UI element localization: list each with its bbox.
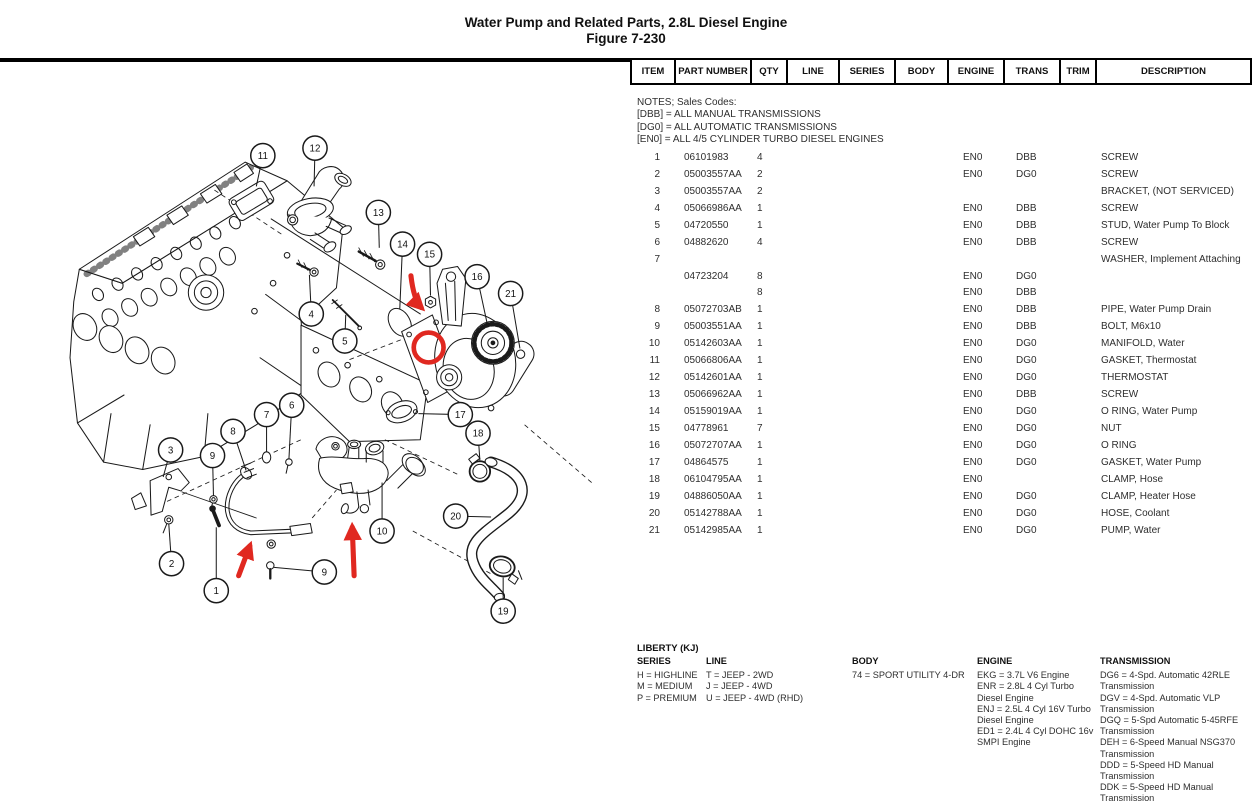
table-row [630,285,1252,302]
svg-text:15: 15 [424,249,436,261]
callout-18 [466,421,490,445]
cell-qty: 1 [757,219,763,231]
cell-part: 05072703AB [684,304,742,316]
cell-qty: 2 [757,185,763,197]
cell-item: 3 [654,185,660,197]
cell-trans: DG0 [1016,524,1037,536]
cell-part: 04882620 [684,236,729,248]
cell-trans: DG0 [1016,456,1037,468]
cell-engine: EN0 [963,236,983,248]
cell-qty: 1 [757,507,763,519]
cell-engine: EN0 [963,473,983,485]
column-header: ENGINE [949,60,1005,83]
cell-trans: DBB [1016,219,1037,231]
callout-19 [491,599,515,623]
callout-8 [221,419,245,443]
cell-desc: O RING [1101,439,1137,451]
svg-text:12: 12 [309,143,321,155]
cell-engine: EN0 [963,524,983,536]
table-row [630,505,1252,522]
cell-part: 05066806AA [684,355,742,367]
note-line: [DG0] = ALL AUTOMATIC TRANSMISSIONS [637,121,837,133]
cell-trans: DBB [1016,151,1037,163]
cell-desc: HOSE, Coolant [1101,507,1170,519]
parts-diagram [0,55,630,803]
legend-entry: ENJ = 2.5L 4 Cyl 16V Turbo Diesel Engine [977,703,1091,726]
table-row [630,183,1252,200]
cell-part: 05142985AA [684,524,742,536]
cell-qty: 8 [757,270,763,282]
cell-item: 10 [648,338,660,350]
red-arrow-manifold-annotation [352,527,354,575]
figure-title-block [0,15,1252,47]
cell-desc: SCREW [1101,202,1139,214]
callout-12 [303,136,327,160]
cell-desc: MANIFOLD, Water [1101,338,1185,350]
svg-text:1: 1 [213,585,219,597]
cell-item: 11 [649,355,660,367]
note-line: NOTES; Sales Codes: [637,97,737,108]
cell-part: 05003557AA [684,168,742,180]
cell-desc: SCREW [1101,168,1139,180]
legend-entry: ED1 = 2.4L 4 Cyl DOHC 16v SMPI Engine [977,726,1094,748]
callout-5 [333,329,357,353]
cell-part: 06104795AA [684,473,742,485]
cell-part: 06101983 [684,151,729,163]
cell-qty: 8 [757,287,763,299]
callout-9 [312,560,336,584]
svg-text:3: 3 [167,445,174,457]
table-row [630,488,1252,505]
cell-part: 05072707AA [684,439,742,451]
cell-trans: DG0 [1016,338,1037,350]
table-row [630,352,1252,369]
cell-desc: STUD, Water Pump To Block [1101,219,1230,231]
cell-trans: DG0 [1016,270,1037,282]
callout-3 [159,438,183,462]
legend-entry: M = MEDIUM [637,681,693,692]
svg-text:5: 5 [342,336,348,348]
cell-trans: DBB [1016,287,1037,299]
legend-entry: P = PREMIUM [637,692,697,703]
cell-item: 9 [654,321,660,333]
note-line: [EN0] = ALL 4/5 CYLINDER TURBO DIESEL ENGINES [637,133,884,145]
cell-item: 21 [648,524,660,536]
cell-item: 12 [648,372,660,384]
callout-13 [366,200,390,224]
table-row [630,301,1252,318]
svg-text:8: 8 [230,426,236,438]
cell-desc: NUT [1101,422,1122,434]
cell-item: 5 [654,219,660,231]
cell-item: 14 [648,406,660,418]
cell-desc: SCREW [1101,389,1139,401]
legend-column-header: LINE [706,656,727,666]
legend-column-transmission [1100,656,1252,803]
table-row [630,166,1252,183]
cell-qty: 2 [757,168,763,180]
legend-entry: 74 = SPORT UTILITY 4-DR [852,670,965,681]
cell-desc: SCREW [1101,151,1139,163]
cell-item: 8 [654,304,660,316]
legend-column-header: ENGINE [977,656,1013,666]
table-row [630,403,1252,420]
cell-item: 16 [648,439,660,451]
nut-art [425,296,435,308]
cell-qty: 1 [757,202,763,214]
column-header: ITEM [632,60,676,83]
svg-text:19: 19 [497,606,509,618]
svg-text:10: 10 [376,526,388,538]
cell-desc: WASHER, Implement Attaching [1101,253,1241,265]
cell-qty: 1 [757,321,763,333]
cell-trans: DBB [1016,389,1037,401]
cell-desc: GASKET, Thermostat [1101,355,1197,367]
legend-column-line [706,656,852,704]
cell-qty: 1 [757,338,763,350]
table-row [630,251,1252,268]
callout-7 [254,402,278,426]
sales-code-notes [637,97,884,146]
cell-part: 05066986AA [684,202,742,214]
cell-trans: DG0 [1016,355,1037,367]
cell-qty: 1 [757,456,763,468]
note-line: [DBB] = ALL MANUAL TRANSMISSIONS [637,109,821,121]
legend-column-series [637,656,705,704]
callout-21 [499,281,523,305]
legend-entry: U = JEEP - 4WD (RHD) [706,692,804,703]
red-arrow-hose-annotation [239,546,250,576]
column-header: BODY [896,60,949,83]
red-arrow-nut-annotation [411,276,421,308]
table-row [630,437,1252,454]
callout-14 [390,232,414,256]
cell-engine: EN0 [963,490,983,502]
legend-column-header: TRANSMISSION [1100,656,1171,666]
cell-engine: EN0 [963,507,983,519]
legend-entry: T = JEEP - 2WD [706,670,774,681]
callout-20 [444,504,468,528]
table-row [630,386,1252,403]
cell-part: 04720550 [684,219,729,231]
cell-engine: EN0 [963,456,983,468]
callout-10 [370,519,394,543]
column-header: TRIM [1061,60,1097,83]
cell-trans: DBB [1016,304,1037,316]
cell-engine: EN0 [963,151,983,163]
vehicle-model-label: LIBERTY (KJ) [637,643,699,654]
cell-qty: 4 [757,236,763,248]
table-row [630,335,1252,352]
cell-desc: CLAMP, Hose [1101,473,1164,485]
column-header: LINE [788,60,840,83]
cell-engine: EN0 [963,168,983,180]
callout-1 [204,579,228,603]
cell-desc: THERMOSTAT [1101,372,1169,384]
svg-text:18: 18 [472,428,484,440]
svg-text:13: 13 [372,207,384,219]
cell-engine: EN0 [963,202,983,214]
cell-part: 04864575 [684,456,729,468]
page-title: Water Pump and Related Parts, 2.8L Diesel Engine [464,15,788,30]
parts-rows [630,149,1252,539]
svg-text:16: 16 [471,272,483,284]
cell-engine: EN0 [963,270,983,282]
callout-4 [299,302,323,326]
cell-part: 04778961 [684,422,729,434]
cell-item: 13 [648,389,660,401]
legend-entry: DGV = 4-Spd. Automatic VLP Transmission [1100,692,1221,714]
svg-text:9: 9 [321,567,328,579]
table-row [630,234,1252,251]
cell-part: 05003557AA [684,185,742,197]
cell-desc: BRACKET, (NOT SERVICED) [1101,185,1234,197]
cell-trans: DBB [1016,202,1037,214]
cell-qty: 1 [757,372,763,384]
cell-item: 17 [648,456,660,468]
legend-entry: H = HIGHLINE [637,670,698,681]
legend-entry: DDD = 5-Speed HD Manual Transmission [1100,759,1214,782]
svg-text:4: 4 [308,309,314,321]
table-row [630,522,1252,539]
callout-15 [417,242,441,266]
column-header: SERIES [840,60,896,83]
cell-part: 05003551AA [684,321,742,333]
cell-part: 04886050AA [684,490,742,502]
cell-part: 05142603AA [684,338,742,350]
column-header: QTY [752,60,788,83]
cell-trans: DG0 [1016,490,1037,502]
cell-qty: 1 [757,473,763,485]
column-header: PART NUMBER [676,60,752,83]
cell-qty: 1 [757,490,763,502]
svg-text:17: 17 [454,409,466,421]
figure-number: Figure 7-230 [586,31,666,46]
legend-entry: EKG = 3.7L V6 Engine [977,670,1070,681]
legend-entry: J = JEEP - 4WD [706,681,773,692]
cell-engine: EN0 [963,422,983,434]
table-row [630,217,1252,234]
cell-engine: EN0 [963,372,983,384]
table-row [630,420,1252,437]
cell-desc: PIPE, Water Pump Drain [1101,304,1212,316]
table-row [630,369,1252,386]
legend-entry: DG6 = 4-Spd. Automatic 42RLE Transmission [1100,670,1230,692]
cell-trans: DG0 [1016,168,1037,180]
svg-text:14: 14 [397,239,408,251]
table-row [630,200,1252,217]
svg-text:7: 7 [263,409,270,421]
legend-column-header: SERIES [637,656,671,666]
cell-item: 4 [654,202,660,214]
cell-qty: 1 [757,439,763,451]
water-manifold-art [316,437,429,515]
cell-item: 18 [648,473,660,485]
cell-qty: 1 [757,406,763,418]
legend-entry: DDK = 5-Speed HD Manual Transmission [1100,782,1214,803]
cell-trans: DBB [1016,236,1037,248]
cell-trans: DBB [1016,321,1037,333]
legend-entry: ENR = 2.8L 4 Cyl Turbo Diesel Engine [977,681,1074,703]
cell-trans: DG0 [1016,372,1037,384]
legend-column-engine [977,656,1099,749]
column-header: DESCRIPTION [1141,65,1206,77]
cell-engine: EN0 [963,304,983,316]
table-row [630,149,1252,166]
svg-text:2: 2 [168,558,175,570]
cell-engine: EN0 [963,439,983,451]
legend-entry: DEH = 6-Speed Manual NSG370 Transmission [1100,737,1236,759]
cell-qty: 1 [757,355,763,367]
cell-part: 05142601AA [684,372,742,384]
table-row [630,471,1252,488]
cell-item: 2 [654,168,660,180]
cell-item: 1 [654,151,660,163]
cell-desc: O RING, Water Pump [1101,406,1198,418]
table-row [630,268,1252,285]
cell-qty: 1 [757,389,763,401]
legend-column-body [852,656,978,681]
cell-item: 7 [654,253,660,265]
cell-engine: EN0 [963,287,983,299]
table-row [630,318,1252,335]
column-header: TRANS [1005,60,1061,83]
cell-part: 05159019AA [684,406,742,418]
table-header-row [630,58,1252,85]
cell-desc: SCREW [1101,236,1139,248]
svg-text:20: 20 [450,511,462,523]
cell-part: 05142788AA [684,507,742,519]
callout-16 [465,265,489,289]
cell-qty: 7 [757,422,763,434]
cell-part: 05066962AA [684,389,742,401]
cell-desc: CLAMP, Heater Hose [1101,490,1196,502]
cell-trans: DG0 [1016,507,1037,519]
svg-text:9: 9 [209,450,216,462]
cell-engine: EN0 [963,389,983,401]
cell-qty: 1 [757,524,763,536]
svg-text:11: 11 [257,150,268,162]
cell-engine: EN0 [963,321,983,333]
cell-desc: BOLT, M6x10 [1101,321,1161,333]
svg-text:6: 6 [288,400,295,412]
cell-item: 6 [654,236,660,248]
callout-9 [200,443,224,467]
cell-item: 15 [648,422,660,434]
legend-column-header: BODY [852,656,879,666]
table-row [630,454,1252,471]
drain-pipe-art [227,463,312,536]
cell-qty: 4 [757,151,763,163]
cell-item: 19 [648,490,660,502]
cell-engine: EN0 [963,355,983,367]
callout-2 [159,551,183,575]
cell-engine: EN0 [963,406,983,418]
callout-6 [280,393,304,417]
svg-text:21: 21 [505,288,517,300]
cell-trans: DG0 [1016,422,1037,434]
bracket-art [131,469,256,518]
cell-item: 20 [648,507,660,519]
cell-qty: 1 [757,304,763,316]
legend-entry: DGQ = 5-Spd Automatic 5-45RFE Transmission [1100,715,1239,737]
cell-part: 04723204 [684,270,729,282]
cell-engine: EN0 [963,219,983,231]
cell-desc: GASKET, Water Pump [1101,456,1202,468]
callout-17 [448,402,472,426]
cell-engine: EN0 [963,338,983,350]
cell-trans: DG0 [1016,439,1037,451]
callout-11 [251,143,275,167]
cell-trans: DG0 [1016,406,1037,418]
cell-desc: PUMP, Water [1101,524,1161,536]
